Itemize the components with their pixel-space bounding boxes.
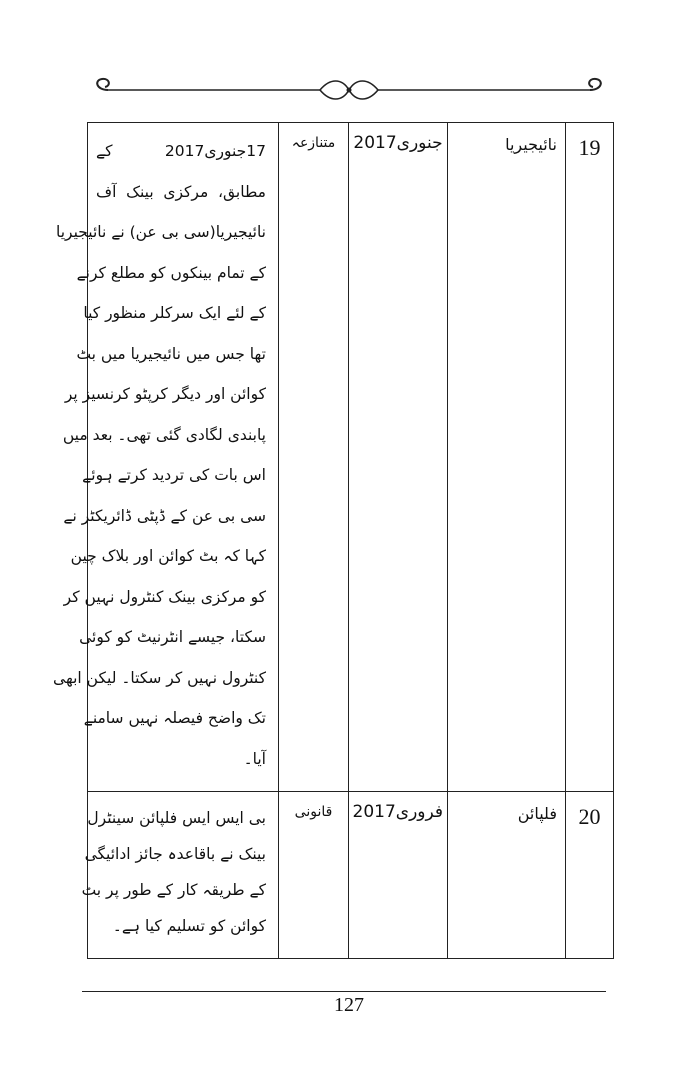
- detail-line: سکتا، جیسے انٹرنیٹ کو کوئی: [79, 628, 266, 646]
- date-cell: [349, 792, 448, 959]
- country-name: فلپائن: [517, 804, 557, 823]
- detail-line: کہا کہ بٹ کوائن اور بلاک چین: [70, 547, 266, 565]
- detail-line: کے لئے ایک سرکلر منظور کیا: [83, 304, 266, 322]
- footer-rule: [82, 991, 606, 992]
- status-text: قانونی: [294, 804, 333, 820]
- detail-line: مطابق، مرکزی بینک آف: [96, 182, 266, 201]
- detail-line: کوائن کو تسلیم کیا ہے۔: [112, 917, 266, 935]
- detail-line: کنٹرول نہیں کر سکتا۔ لیکن ابھی: [53, 668, 266, 687]
- status-text: متنازعہ: [291, 135, 336, 151]
- detail-line: آیا۔: [243, 749, 266, 768]
- detail-line: بی ایس ایس فلپائن سینٹرل: [87, 809, 266, 827]
- row-number: 20: [578, 804, 601, 829]
- detail-cell: [81, 792, 279, 959]
- detail-line: اس بات کی تردید کرتے ہوئے: [82, 466, 266, 484]
- detail-line: 17جنوری2017 کے: [96, 142, 266, 160]
- detail-line: تک واضح فیصلہ نہیں سامنے: [83, 709, 266, 727]
- status-cell: [279, 123, 349, 792]
- records-table: [53, 122, 614, 959]
- row-number-cell: [566, 123, 614, 792]
- detail-line: کوائن اور دیگر کرپٹو کرنسیز پر: [64, 385, 266, 403]
- row-number-cell: [566, 792, 614, 959]
- detail-text: [53, 123, 278, 779]
- detail-line: نائیجیریا(سی بی عن) نے نائیجیریا: [56, 223, 266, 241]
- date-text: فروری2017: [352, 802, 443, 822]
- page-number: 127: [334, 994, 364, 1016]
- detail-line: کے طریقہ کار کے طور پر بٹ: [81, 881, 266, 899]
- header-ornament: [86, 70, 612, 110]
- detail-line: کو مرکزی بینک کنٹرول نہیں کر: [63, 587, 266, 606]
- table-row: [88, 792, 614, 959]
- country-cell: [448, 123, 566, 792]
- ornament-flourish-icon: [86, 70, 612, 110]
- country-name: نائیجیریا: [505, 135, 557, 154]
- detail-line: کے تمام بینکوں کو مطلع کرنے: [76, 263, 266, 282]
- detail-line: سی بی عن کے ڈپٹی ڈائریکٹر نے: [63, 506, 266, 525]
- date-text: جنوری2017: [353, 133, 443, 153]
- detail-cell: [53, 123, 279, 792]
- table-row: [88, 123, 614, 792]
- row-number: 19: [578, 135, 601, 160]
- detail-line: بینک نے باقاعدہ جائز ادائیگی: [84, 845, 266, 863]
- date-cell: [349, 123, 448, 792]
- detail-line: پابندی لگادی گئی تھی۔ بعد میں: [62, 425, 266, 444]
- country-cell: [448, 792, 566, 959]
- status-cell: [279, 792, 349, 959]
- detail-text: [81, 792, 278, 944]
- detail-line: تھا جس میں نائیجیریا میں بٹ: [76, 344, 266, 363]
